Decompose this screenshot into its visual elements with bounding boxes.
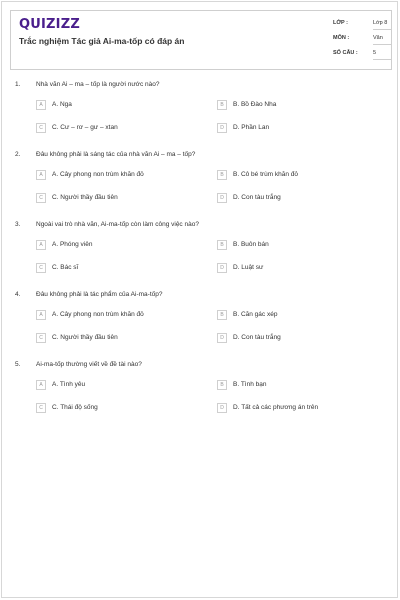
option-letter-box: C	[36, 333, 46, 343]
meta-row-question-count	[333, 48, 391, 63]
option-text: D. Phần Lan	[233, 124, 270, 131]
option-letter-box: B	[217, 310, 227, 320]
question-number: 1.	[15, 81, 21, 88]
option-text: D. Con tàu trắng	[233, 334, 281, 341]
option-letter-box: B	[217, 380, 227, 390]
question-text: Đâu không phải là tác phẩm của Ai-ma-tốp?	[36, 291, 163, 298]
question-number: 3.	[15, 221, 21, 228]
option-text: A. Cây phong non trùm khăn đỏ	[52, 311, 144, 318]
option-text: B. Bồ Đào Nha	[233, 101, 277, 108]
option-letter-box: A	[36, 380, 46, 390]
option-letter-box: B	[217, 100, 227, 110]
question-item	[2, 286, 399, 354]
option-text: B. Tình bạn	[233, 381, 267, 388]
option-letter-box: B	[217, 170, 227, 180]
option-letter-box: A	[36, 310, 46, 320]
option-letter-box: A	[36, 240, 46, 250]
question-number: 2.	[15, 151, 21, 158]
option-text: A. Phóng viên	[52, 241, 93, 248]
option-text: B. Buôn bán	[233, 241, 269, 248]
option-text: C. Cư – rơ – gư – xtan	[52, 124, 118, 131]
option-letter-box: A	[36, 100, 46, 110]
meta-value: Lớp 8	[373, 18, 391, 30]
meta-value: Văn	[373, 33, 391, 45]
option-letter-box: B	[217, 240, 227, 250]
option-text: A. Cây phong non trùm khăn đỏ	[52, 171, 144, 178]
option-letter-box: D	[217, 403, 227, 413]
meta-label: MÔN :	[333, 35, 350, 41]
question-text: Nhà văn Ai – ma – tốp là người nước nào?	[36, 81, 160, 88]
question-item	[2, 356, 399, 424]
question-text: Đâu không phải là sáng tác của nhà văn Ai – ma – tốp?	[36, 151, 196, 158]
question-number: 5.	[15, 361, 21, 368]
option-text: A. Tình yêu	[52, 381, 86, 388]
question-item	[2, 146, 399, 214]
quizizz-logo: QUIZIZZ	[19, 17, 80, 32]
option-letter-box: D	[217, 193, 227, 203]
option-letter-box: C	[36, 123, 46, 133]
option-text: D. Con tàu trắng	[233, 194, 281, 201]
option-text: C. Thái độ sống	[52, 404, 98, 411]
option-text: C. Người thầy đầu tiên	[52, 334, 118, 341]
option-letter-box: D	[217, 123, 227, 133]
option-text: B. Cô bé trùm khăn đỏ	[233, 171, 299, 178]
option-letter-box: C	[36, 263, 46, 273]
option-letter-box: C	[36, 193, 46, 203]
worksheet-meta	[333, 18, 391, 63]
question-item	[2, 216, 399, 284]
option-text: C. Bác sĩ	[52, 264, 79, 271]
meta-row-class	[333, 18, 391, 33]
option-letter-box: A	[36, 170, 46, 180]
question-text: Ngoài vai trò nhà văn, Ai-ma-tốp còn làm công việc nào?	[36, 221, 199, 228]
option-text: D. Luật sư	[233, 264, 264, 271]
meta-value: 5	[373, 48, 391, 60]
worksheet-page	[1, 1, 398, 598]
question-number: 4.	[15, 291, 21, 298]
meta-label: SỐ CÂU :	[333, 50, 358, 56]
worksheet-title: Trắc nghiệm Tác giả Ai-ma-tốp có đáp án	[19, 36, 185, 46]
option-text: C. Người thầy đầu tiên	[52, 194, 118, 201]
question-text: Ai-ma-tốp thường viết về đề tài nào?	[36, 361, 142, 368]
question-item	[2, 76, 399, 144]
option-letter-box: D	[217, 333, 227, 343]
option-text: A. Nga	[52, 101, 72, 108]
option-text: B. Căn gác xép	[233, 311, 278, 318]
meta-label: LỚP :	[333, 20, 348, 26]
meta-row-subject	[333, 33, 391, 48]
option-letter-box: C	[36, 403, 46, 413]
option-letter-box: D	[217, 263, 227, 273]
option-text: D. Tất cả các phương án trên	[233, 404, 319, 411]
worksheet-header	[10, 10, 392, 70]
